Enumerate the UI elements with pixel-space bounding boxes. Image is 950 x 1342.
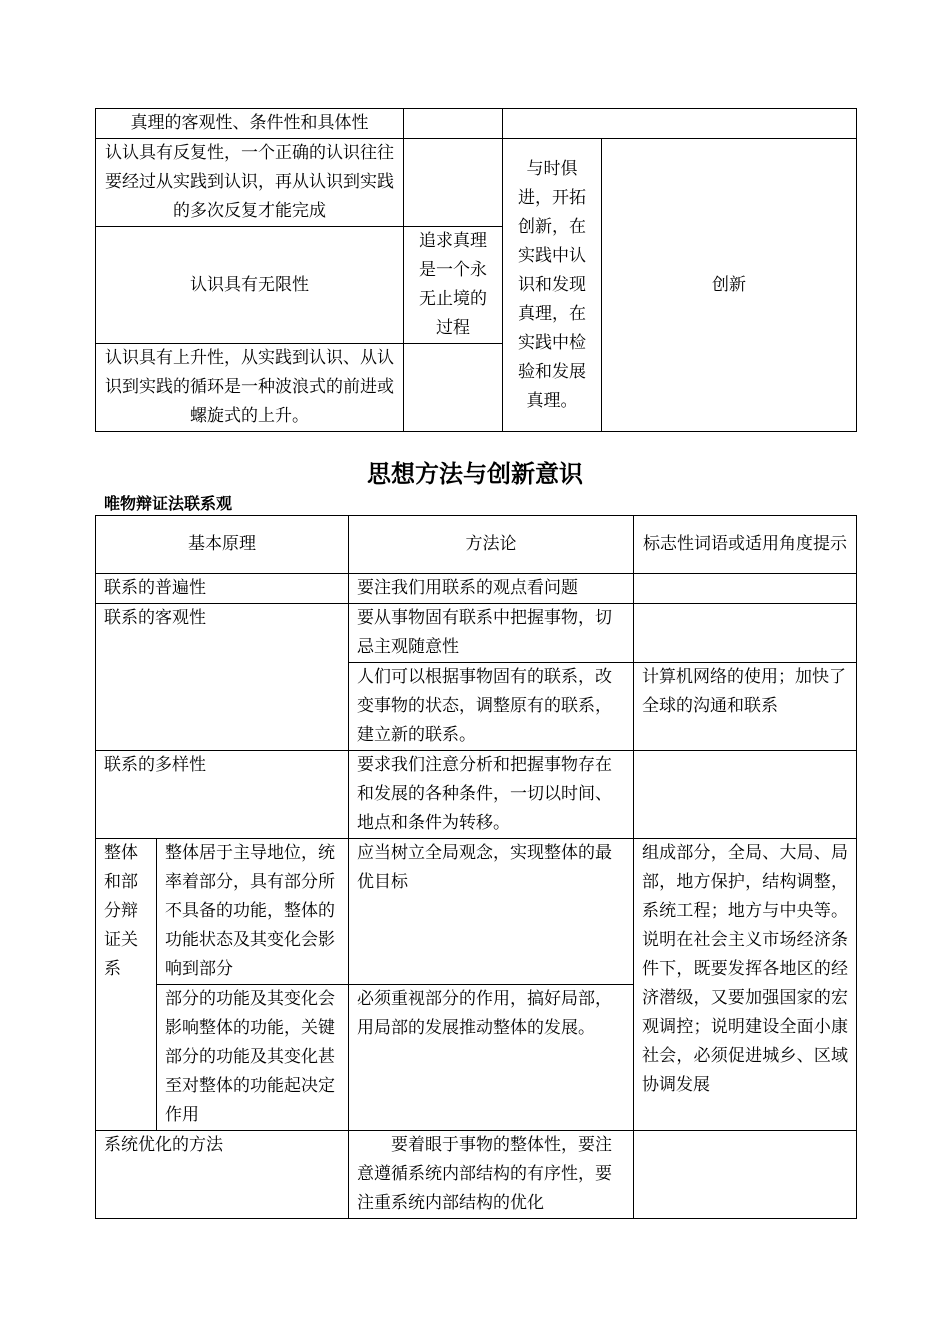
hint-cell-empty (634, 1131, 857, 1219)
hint-cell: 组成部分，全局、大局、局部，地方保护，结构调整，系统工程；地方与中央等。说明在社会主义市场经济条件下，既要发挥各地区的经济潜级，又要加强国家的宏观调控；说明建设全面小康社会，必须促进城乡、区域协调发展 (634, 839, 857, 1131)
principle-cell: 联系的普遍性 (96, 574, 349, 604)
table1-cell-empty (404, 139, 503, 227)
connection-table (95, 515, 857, 1219)
table1-cell-empty (404, 109, 503, 139)
principle-cell: 整体居于主导地位，统率着部分，具有部分所不具备的功能，整体的功能状态及其变化会影响到部分 (157, 839, 349, 985)
method-cell: 应当树立全局观念，实现整体的最优目标 (349, 839, 634, 985)
principle-cell: 联系的客观性 (96, 604, 349, 751)
method-cell: 要从事物固有联系中把握事物，切忌主观随意性 (349, 604, 634, 663)
method-cell: 人们可以根据事物固有的联系，改变事物的状态，调整原有的联系，建立新的联系。 (349, 663, 634, 751)
whole-part-label: 整体和部分辩证关系 (96, 839, 157, 1131)
table1-merged-method: 与时俱进，开拓创新，在实践中认识和发现真理，在实践中检验和发展真理。 (503, 139, 602, 432)
table1-cell: 真理的客观性、条件性和具体性 (96, 109, 404, 139)
table1-cell-empty (503, 109, 857, 139)
method-cell: 要注我们用联系的观点看问题 (349, 574, 634, 604)
method-cell: 必须重视部分的作用，搞好局部，用局部的发展推动整体的发展。 (349, 985, 634, 1131)
header-principle: 基本原理 (96, 516, 349, 574)
hint-cell-empty (634, 751, 857, 839)
header-hint: 标志性词语或适用角度提示 (634, 516, 857, 574)
hint-cell-empty (634, 604, 857, 663)
table1-cell: 追求真理是一个永无止境的过程 (404, 227, 503, 344)
table1-cell: 认认具有反复性，一个正确的认识往往要经过从实践到认识，再从认识到实践的多次反复才能完成 (96, 139, 404, 227)
method-cell: 要求我们注意分析和把握事物存在和发展的各种条件，一切以时间、地点和条件为转移。 (349, 751, 634, 839)
section-title: 思想方法与创新意识 (367, 460, 583, 488)
table1-merged-keyword: 创新 (602, 139, 857, 432)
principle-cell: 联系的多样性 (96, 751, 349, 839)
truth-table (95, 108, 857, 432)
header-method: 方法论 (349, 516, 634, 574)
table1-cell: 认识具有无限性 (96, 227, 404, 344)
hint-cell: 计算机网络的使用；加快了全球的沟通和联系 (634, 663, 857, 751)
method-cell: 要着眼于事物的整体性，要注意遵循系统内部结构的有序性，要注重系统内部结构的优化 (349, 1131, 634, 1219)
table1-cell: 认识具有上升性，从实践到认识、从认识到实践的循环是一种波浪式的前进或螺旋式的上升。 (96, 344, 404, 432)
principle-cell: 系统优化的方法 (96, 1131, 349, 1219)
table1-cell-empty (404, 344, 503, 432)
principle-cell: 部分的功能及其变化会影响整体的功能，关键部分的功能及其变化甚至对整体的功能起决定作用 (157, 985, 349, 1131)
hint-cell-empty (634, 574, 857, 604)
subsection-title: 唯物辩证法联系观 (104, 494, 233, 513)
